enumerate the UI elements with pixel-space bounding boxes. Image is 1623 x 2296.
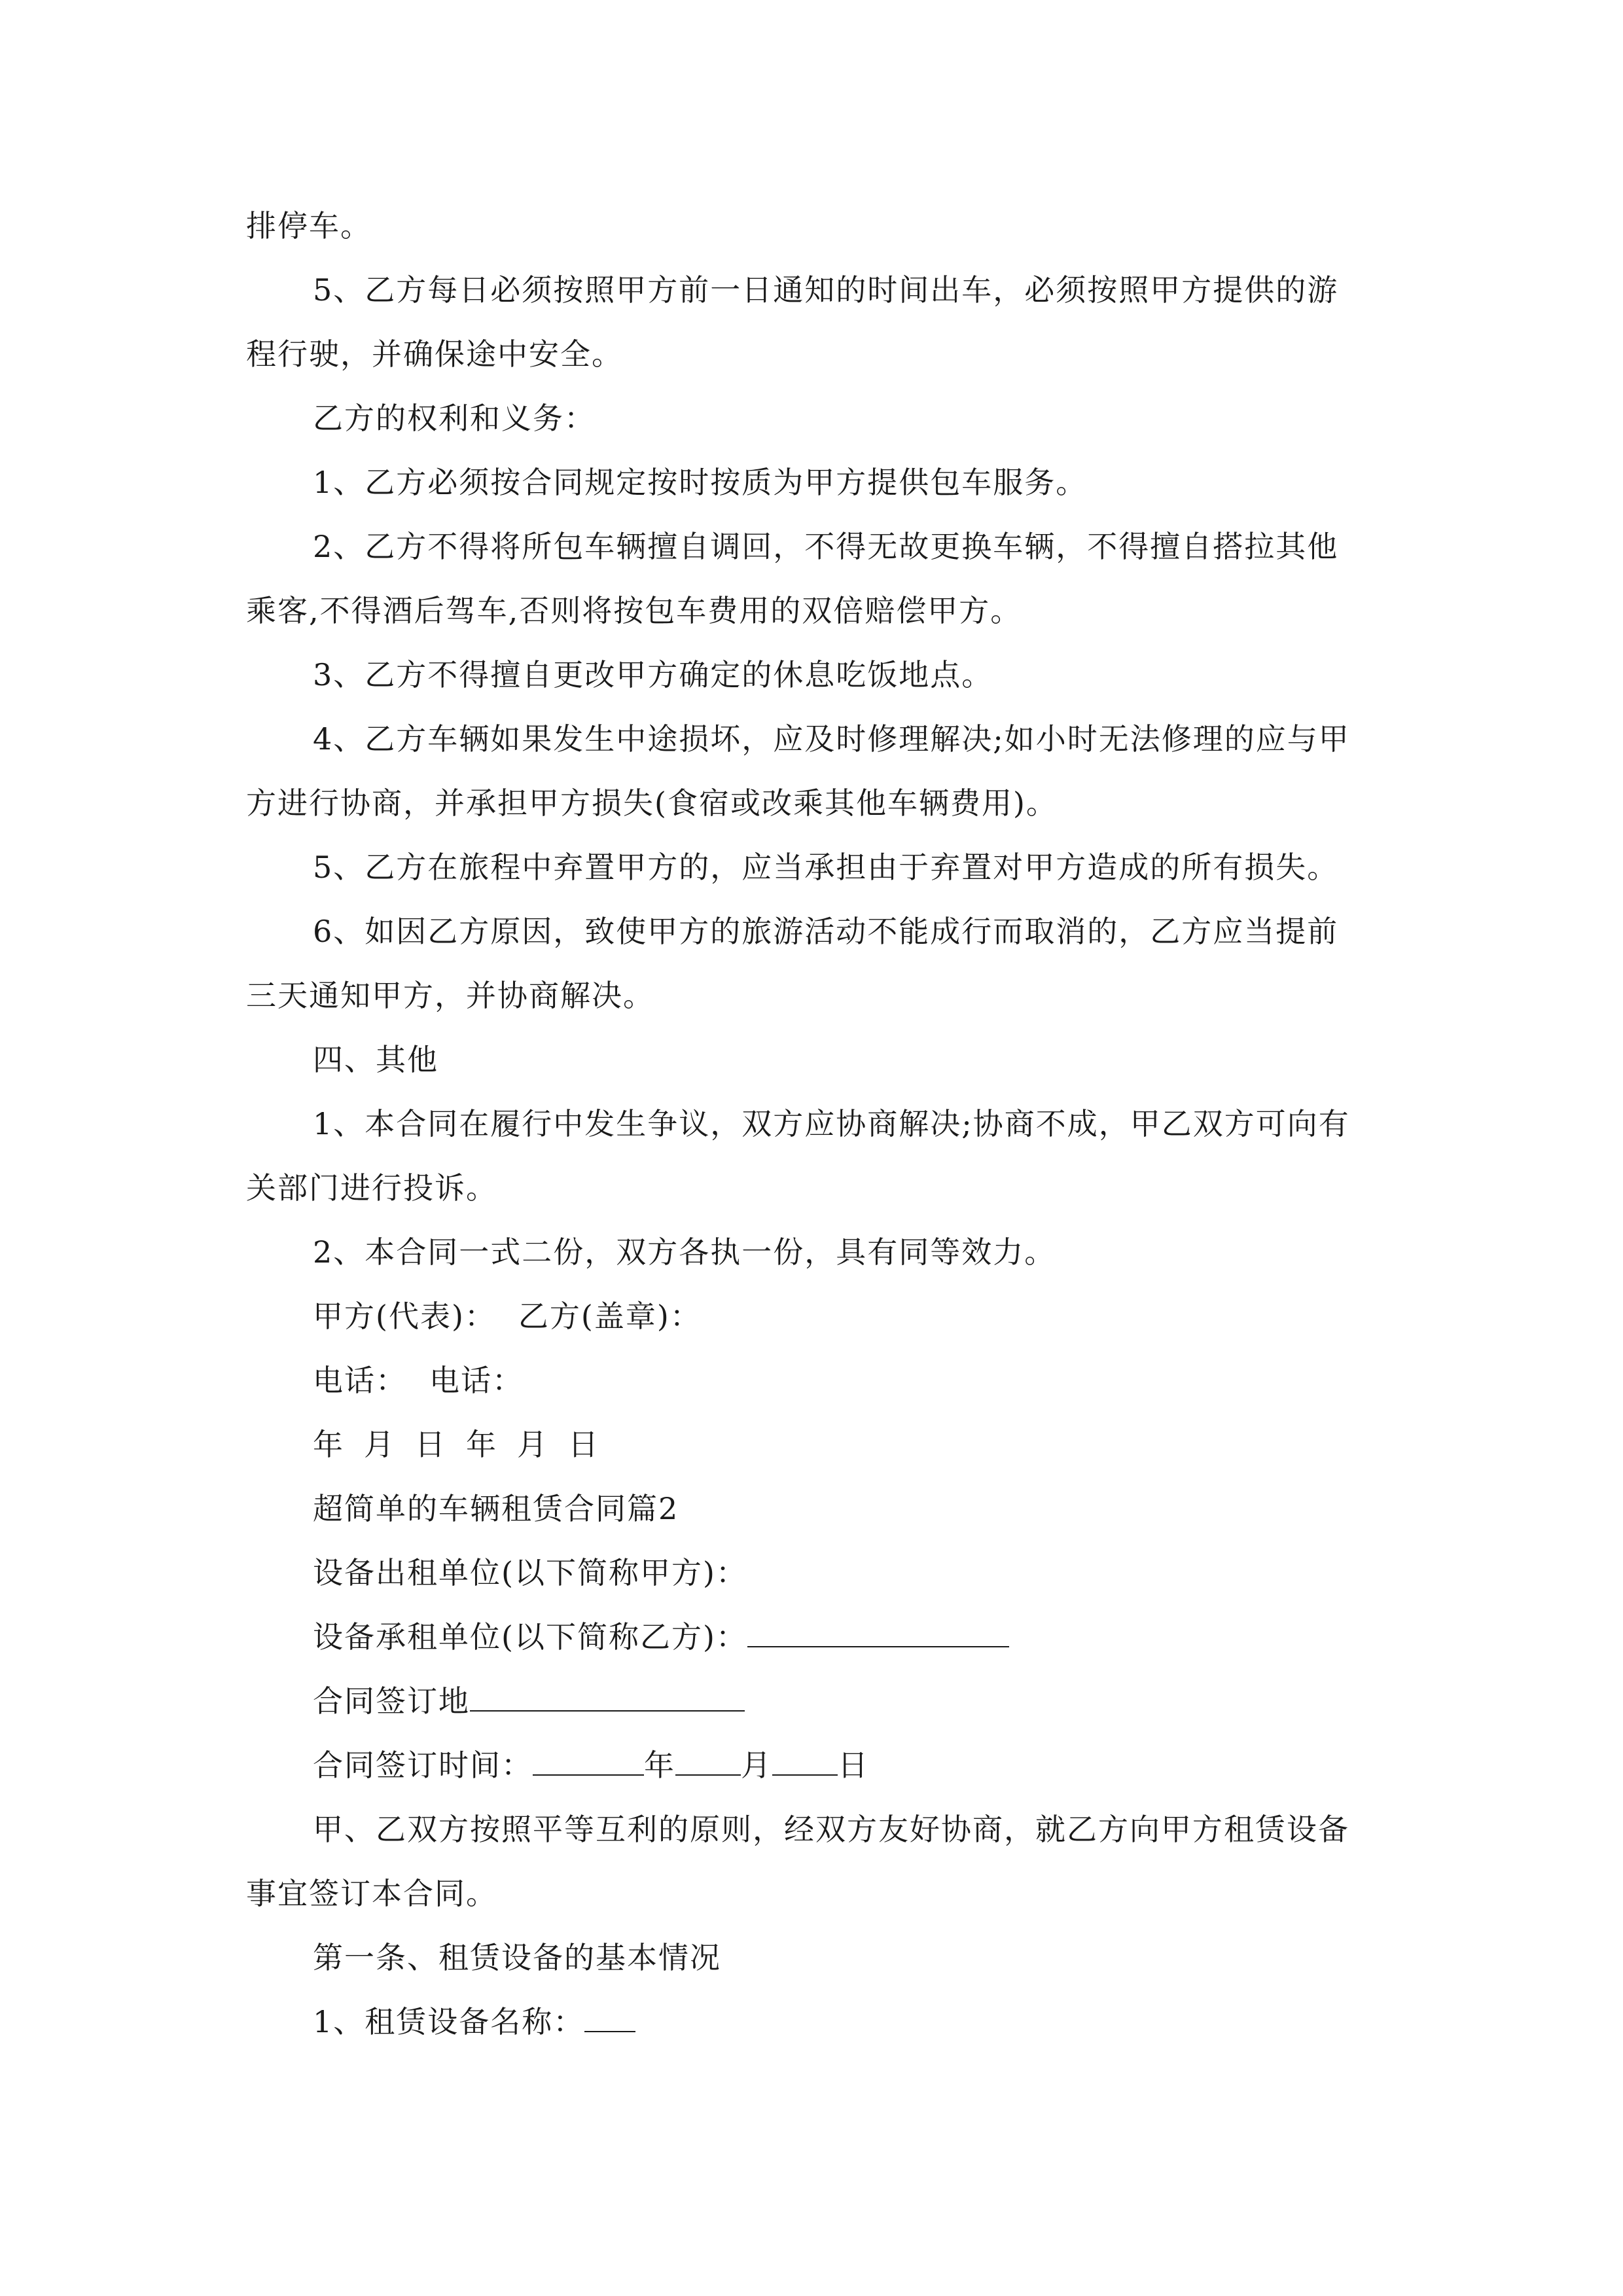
phone-row (313, 1361, 524, 1400)
year-label: 年 (644, 1748, 675, 1783)
paragraph-line: 5、乙方在旅程中弃置甲方的，应当承担由于弃置对甲方造成的所有损失。 (313, 850, 1339, 885)
article-heading: 第一条、租赁设备的基本情况 (313, 1940, 721, 1975)
date-month: 月 (517, 1427, 548, 1462)
paragraph-line: 程行驶，并确保途中安全。 (246, 336, 623, 372)
paragraph-line: 1、本合同在履行中发生争议，双方应协商解决;协商不成，甲乙双方可向有 (313, 1106, 1350, 1141)
date-row (313, 1425, 599, 1464)
day-blank (772, 1746, 838, 1776)
party-b-label: 乙方(盖章)： (518, 1299, 702, 1334)
paragraph-line: 事宜签订本合同。 (246, 1876, 497, 1911)
date-year: 年 (466, 1427, 497, 1462)
paragraph-line: 1、乙方必须按合同规定按时按质为甲方提供包车服务。 (313, 465, 1088, 500)
place-line (313, 1681, 745, 1721)
month-blank (675, 1746, 741, 1776)
signature-row (313, 1297, 702, 1336)
month-label: 月 (741, 1748, 772, 1783)
lessee-blank (747, 1617, 1009, 1647)
section-heading: 四、其他 (313, 1042, 438, 1077)
section-heading: 乙方的权利和义务： (313, 401, 596, 436)
item-blank (584, 2002, 635, 2032)
party-a-label: 甲方(代表)： (313, 1299, 496, 1334)
contract-title: 超简单的车辆租赁合同篇2 (313, 1491, 679, 1526)
lessor-line: 设备出租单位(以下简称甲方)： (313, 1555, 747, 1590)
item-label: 1、租赁设备名称： (313, 2004, 585, 2039)
paragraph-line: 2、乙方不得将所包车辆擅自调回，不得无故更换车辆，不得擅自搭拉其他 (313, 529, 1339, 564)
paragraph-line: 4、乙方车辆如果发生中途损坏，应及时修理解决;如小时无法修理的应与甲 (313, 721, 1350, 757)
paragraph-line: 乘客,不得酒后驾车,否则将按包车费用的双倍赔偿甲方。 (246, 593, 1022, 628)
date-year: 年 (313, 1427, 344, 1462)
paragraph-line: 方进行协商，并承担甲方损失(食宿或改乘其他车辆费用)。 (246, 785, 1058, 821)
day-label: 日 (838, 1748, 869, 1783)
year-blank (533, 1746, 644, 1776)
phone-a-label: 电话： (313, 1363, 407, 1398)
paragraph-line: 6、如因乙方原因，致使甲方的旅游活动不能成行而取消的，乙方应当提前 (313, 914, 1339, 949)
place-label: 合同签订地 (313, 1683, 470, 1719)
date-month: 月 (364, 1427, 395, 1462)
phone-b-label: 电话： (429, 1363, 524, 1398)
paragraph-line: 2、本合同一式二份，双方各执一份，具有同等效力。 (313, 1234, 1056, 1270)
item-line (313, 2002, 635, 2041)
lessee-line (313, 1617, 1009, 1657)
paragraph-line: 排停车。 (246, 208, 372, 243)
paragraph-line: 5、乙方每日必须按照甲方前一日通知的时间出车，必须按照甲方提供的游 (313, 272, 1339, 308)
paragraph-line: 关部门进行投诉。 (246, 1170, 497, 1206)
sign-time-label: 合同签订时间： (313, 1748, 533, 1783)
lessee-label: 设备承租单位(以下简称乙方)： (313, 1619, 747, 1655)
paragraph-line: 3、乙方不得擅自更改甲方确定的休息吃饭地点。 (313, 657, 993, 692)
paragraph-line: 三天通知甲方，并协商解决。 (246, 978, 654, 1013)
date-day: 日 (568, 1427, 599, 1462)
date-day: 日 (415, 1427, 446, 1462)
place-blank (470, 1681, 745, 1712)
sign-time-line (313, 1746, 869, 1785)
paragraph-line: 甲、乙双方按照平等互利的原则，经双方友好协商，就乙方向甲方租赁设备 (313, 1812, 1349, 1847)
